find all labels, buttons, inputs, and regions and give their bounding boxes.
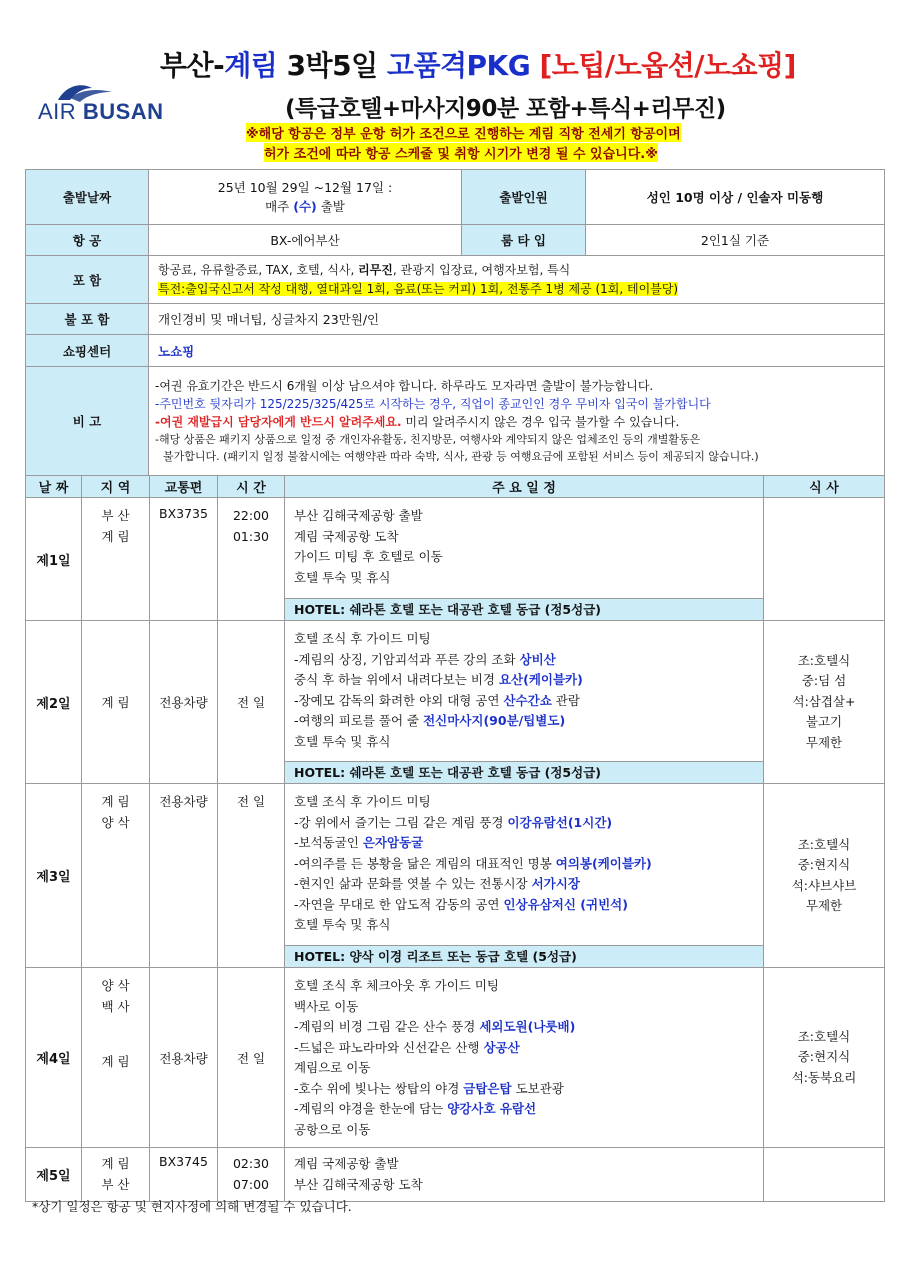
- day-region: 계 림 부 산: [82, 1148, 150, 1202]
- include-label: 포 함: [26, 256, 149, 304]
- page-subtitle: (특급호텔+마사지90분 포함+특식+리무진): [285, 96, 726, 122]
- day-schedule: 호텔 조식 후 체크아웃 후 가이드 미팅 백사로 이동 -계림의 비경 그림 같은 산수 풍경 세외도원(나룻배) -드넓은 파노라마와 신선같은 산행 상공산 계림으로 이동 -호수 위에 빛나는 쌍탑의 야경 금탑은탑 도보관광 -계림의 야경을 한눈에 담는 양강사호 유람선 공항으로 이동: [285, 968, 764, 1148]
- air-label: 항 공: [26, 225, 149, 256]
- day-meal: 조:호텔식 중:딤 섬 석:삼겹살+ 불고기 무제한: [764, 621, 885, 784]
- day-schedule: 호텔 조식 후 가이드 미팅 -강 위에서 즐기는 그림 같은 계림 풍경 이강유람선(1시간) -보석동굴인 은자암동굴 -여의주를 든 봉황을 닮은 계림의 대표적인 명봉 여의봉(케이블카) -현지인 삶과 문화를 엿볼 수 있는 전통시장 서가시장 -자연을 무대로 한 압도적 감동의 공연 인상유삼저신 (귀빈석) 호텔 투숙 및 휴식 HOTEL: 양삭 이경 리조트 또는 동급 호텔 (5성급): [285, 784, 764, 968]
- day-label: 제5일: [26, 1148, 82, 1202]
- day-transport: 전용차량: [150, 968, 218, 1148]
- room-label: 룸 타 입: [462, 225, 586, 256]
- exclude-value: 개인경비 및 매너팁, 싱글차지 23만원/인: [149, 304, 885, 335]
- day-label: 제1일: [26, 498, 82, 621]
- day-meal: [764, 1148, 885, 1202]
- day-transport: 전용차량: [150, 621, 218, 784]
- footnote: *상기 일정은 항공 및 현지사정에 의해 변경될 수 있습니다.: [32, 1199, 352, 1214]
- air-value: BX-에어부산: [149, 225, 462, 256]
- departure-value: 25년 10월 29일 ~12월 17일 : 매주 (수) 출발: [149, 170, 462, 225]
- day-region: 부 산 계 림: [82, 498, 150, 621]
- shopping-label: 쇼핑센터: [26, 335, 149, 367]
- hotel-info: HOTEL: 양삭 이경 리조트 또는 동급 호텔 (5성급): [285, 945, 763, 967]
- page-title: 부산-계림 3박5일 고품격PKG [노팁/노옵션/노쇼핑]: [160, 49, 796, 82]
- notice-line-1: ※해당 항공은 정부 운항 허가 조건으로 진행하는 계림 직항 전세기 항공이며: [246, 123, 681, 142]
- logo-busan: BUSAN: [82, 99, 164, 124]
- day-schedule: 부산 김해국제공항 출발 계림 국제공항 도착 가이드 미팅 후 호텔로 이동 호텔 투숙 및 휴식 HOTEL: 쉐라톤 호텔 또는 대공관 호텔 동급 (정5성급): [285, 498, 764, 621]
- itinerary-table: [25, 475, 885, 1202]
- day-label: 제3일: [26, 784, 82, 968]
- itinerary-day-2: [26, 621, 885, 784]
- include-benefit: 특전:출입국신고서 작성 대행, 열대과일 1회, 음료(또는 커피) 1회, 전통주 1병 제공 (1회, 테이블당): [158, 281, 679, 296]
- hotel-info: HOTEL: 쉐라톤 호텔 또는 대공관 호텔 동급 (정5성급): [285, 761, 763, 783]
- day-time: 전 일: [218, 968, 285, 1148]
- shopping-value: 노쇼핑: [149, 335, 885, 367]
- header-date: 날 짜: [26, 476, 82, 498]
- header-schedule: 주 요 일 정: [285, 476, 764, 498]
- exclude-label: 불 포 함: [26, 304, 149, 335]
- header-region: 지 역: [82, 476, 150, 498]
- day-region: 계 림 양 삭: [82, 784, 150, 968]
- day-transport: 전용차량: [150, 784, 218, 968]
- day-meal: [764, 498, 885, 621]
- header-time: 시 간: [218, 476, 285, 498]
- day-region: 계 림: [82, 621, 150, 784]
- day-region: 양 삭 백 사 계 림: [82, 968, 150, 1148]
- day-time: 전 일: [218, 621, 285, 784]
- header-meal: 식 사: [764, 476, 885, 498]
- departure-label: 출발날짜: [26, 170, 149, 225]
- day-transport: BX3745: [150, 1148, 218, 1202]
- remark-value: -여권 유효기간은 반드시 6개월 이상 남으셔야 합니다. 하루라도 모자라면 출발이 불가능합니다. -주민번호 뒷자리가 125/225/325/425로 시작하는 경우, 직업이 종교인인 경우 무비자 입국이 불가합니다 -여권 재발급시 담당자에게 반드시 알려주세요. 미리 알려주시지 않은 경우 입국 불가할 수 있습니다. -해당 상품은 패키지 상품으로 일정 중 개인자유활동, 친지방문, 여행사와 계약되지 않은 업체조인 등의 개별활동은 불가합니다. (패키지 일정 불참시에는 여행약관 따라 숙박, 식사, 관광 등 여행요금에 포함된 서비스 등이 제공되지 않습니다.): [149, 367, 885, 476]
- logo-air: AIR: [38, 99, 77, 124]
- itinerary-day-4: [26, 968, 885, 1148]
- day-label: 제4일: [26, 968, 82, 1148]
- header-transport: 교통편: [150, 476, 218, 498]
- day-transport: BX3735: [150, 498, 218, 621]
- include-value: 항공료, 유류할증료, TAX, 호텔, 식사, 리무진, 관광지 입장료, 여행자보험, 특식 특전:출입국신고서 작성 대행, 열대과일 1회, 음료(또는 커피) 1회, 전통주 1병 제공 (1회, 테이블당): [149, 256, 885, 304]
- day-meal: 조:호텔식 중:현지식 석:동북요리: [764, 968, 885, 1148]
- itinerary-day-1: [26, 498, 885, 621]
- day-schedule: 호텔 조식 후 가이드 미팅 -계림의 상징, 기암괴석과 푸른 강의 조화 상비산 중식 후 하늘 위에서 내려다보는 비경 요산(케이블카) -장예모 감독의 화려한 야외 대형 공연 산수간쇼 관람 -여행의 피로를 풀어 줄 전신마사지(90분/팁별도) 호텔 투숙 및 휴식 HOTEL: 쉐라톤 호텔 또는 대공관 호텔 동급 (정5성급): [285, 621, 764, 784]
- remark-label: 비 고: [26, 367, 149, 476]
- day-schedule: 계림 국제공항 출발 부산 김해국제공항 도착: [285, 1148, 764, 1202]
- day-time: 전 일: [218, 784, 285, 968]
- day-meal: 조:호텔식 중:현지식 석:샤브샤브 무제한: [764, 784, 885, 968]
- hotel-info: HOTEL: 쉐라톤 호텔 또는 대공관 호텔 동급 (정5성급): [285, 598, 763, 620]
- itinerary-day-5: [26, 1148, 885, 1202]
- day-label: 제2일: [26, 621, 82, 784]
- itinerary-day-3: [26, 784, 885, 968]
- day-time: 02:30 07:00: [218, 1148, 285, 1202]
- air-busan-logo: [36, 80, 164, 128]
- notice-line-2: 허가 조건에 따라 항공 스케줄 및 취항 시기가 변경 될 수 있습니다.※: [264, 143, 658, 162]
- info-table: [25, 169, 885, 476]
- room-value: 2인1실 기준: [586, 225, 885, 256]
- people-label: 출발인원: [462, 170, 586, 225]
- people-value: 성인 10명 이상 / 인솔자 미동행: [586, 170, 885, 225]
- day-time: 22:00 01:30: [218, 498, 285, 621]
